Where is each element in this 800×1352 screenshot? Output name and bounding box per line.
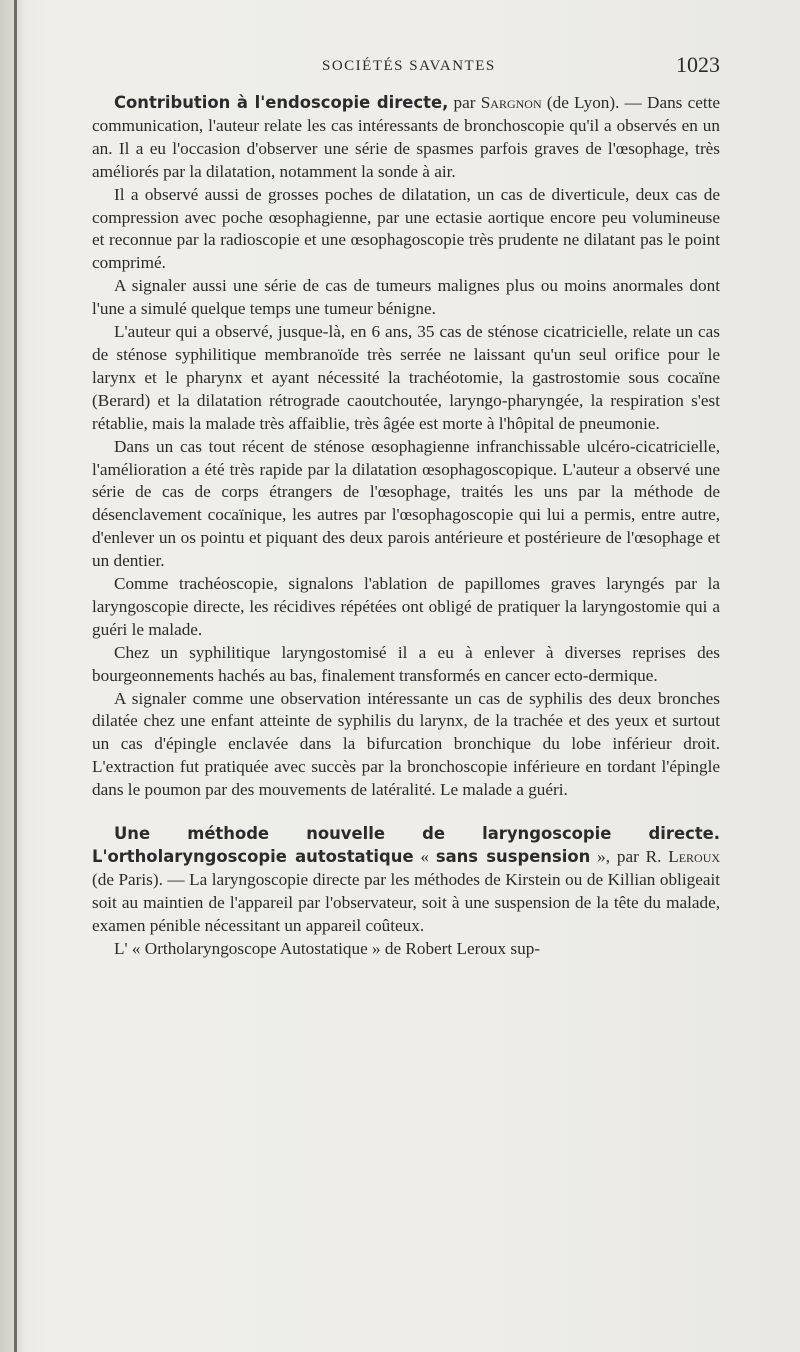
paragraph: Comme trachéoscopie, signalons l'ablation de papillomes graves laryngés par la laryngoscopie directe, les récidives répétées ont obligé de pratiquer la laryngostomie qui a guéri le malade. (92, 574, 720, 639)
article-2-lead (92, 823, 720, 938)
page-number: 1023 (676, 52, 720, 77)
paragraph: L' « Ortholaryngoscope Autostatique » de Robert Leroux sup- (114, 938, 541, 958)
paragraph: A signaler comme une observation intéressante un cas de syphilis des deux bronches dilatée chez une enfant atteinte de syphilis du larynx, de la trachée et des yeux et surtout un cas d'épingle enclavée dans la bifurcation bronchique du lobe inférieur droit. L'extraction fut pratiquée avec succès par la bronchoscopie inférieure en tordant l'épingle dans le poumon par des mouvements de latéralité. Le malade a guéri. (92, 688, 720, 800)
article-2-quote-open: « (420, 847, 429, 866)
running-title: SOCIÉTÉS SAVANTES (322, 58, 496, 74)
article-2-byline-suffix: (de Paris). — (92, 869, 185, 889)
article-2-byline-prefix: par R. (616, 847, 662, 866)
paragraph: Chez un syphilitique laryngostomisé il a eu à enlever à diverses reprises des bourgeonnements hachés au bas, finalement transformés en cancer ecto-dermique. (92, 642, 720, 685)
page-spine-shadow (0, 0, 22, 1352)
paragraph: Il a observé aussi de grosses poches de dilatation, un cas de diverticule, deux cas de compression avec poche œsophagienne, par une ectasie aortique encore peu volumineuse et reconnue par la radioscopie et une œsophagoscopie très prudente ne dilatant pas le point comprimé. (92, 184, 720, 273)
article-1-byline-prefix: par (453, 93, 476, 112)
article-1-intro: Dans cette communication, l'auteur relate les cas intéressants de bronchoscopie qu'il a observés en un an. Il a eu l'occasion d'observer une série de spasmes parfois graves de l'œsophage, très améliorés par la dilatation, notamment la sonde à air. (92, 93, 721, 181)
page-binding-line (14, 0, 17, 1352)
article-2-title-quoted: sans suspension (435, 847, 591, 866)
section-gap (92, 802, 720, 823)
article-2-intro: La laryngoscopie directe par les méthodes de Kirstein ou de Killian obligeait soit au maintien de l'appareil par l'observateur, soit à une suspension de la tête du malade, examen pénible nécessitant un appareil coûteux. (92, 869, 721, 935)
article-2-title: Une méthode nouvelle de laryngoscopie directe. L'ortholaryngoscopie autostatique (92, 824, 720, 866)
article-2-quote-close: », (597, 847, 611, 866)
paragraph: L'auteur qui a observé, jusque-là, en 6 ans, 35 cas de sténose cicatricielle, relate un cas de sténose syphilitique membranoïde très serrée ne laissant qu'un seul orifice pour le larynx et le pharynx et ayant nécessité la trachéotomie, la gastrostomie sous cocaïne (Berard) et la dilatation rétrograde caoutchoutée, laryngo-pharyngée, la respiration s'est rétablie, mais la malade très affaiblie, très âgée est morte à l'hôpital de pneumonie. (92, 322, 720, 433)
article-1-title: Contribution à l'endoscopie directe, (114, 93, 449, 112)
body-text (92, 92, 720, 961)
article-1-lead (92, 92, 720, 184)
running-head (92, 52, 720, 84)
paragraph: A signaler aussi une série de cas de tumeurs malignes plus ou moins anormales dont l'une a simulé quelque temps une tumeur bénigne. (92, 276, 720, 319)
paragraph: Dans un cas tout récent de sténose œsophagienne infranchissable ulcéro-cicatricielle, l'amélioration a été très rapide par la dilatation œsophagoscopique. L'auteur a observé une série de cas de corps étrangers de l'œsophage, traités les uns par la méthode de désenclavement cocaïnique, les autres par l'œsophagoscopie qui lui a permis, entre autre, d'enlever un os pointu et piquant des deux parois antérieure et postérieure de l'œsophage et un dentier. (92, 436, 720, 571)
article-1-author: Sargnon (480, 93, 542, 112)
article-1-byline-suffix: (de Lyon). — (546, 93, 642, 112)
article-2-author: Leroux (668, 847, 721, 866)
